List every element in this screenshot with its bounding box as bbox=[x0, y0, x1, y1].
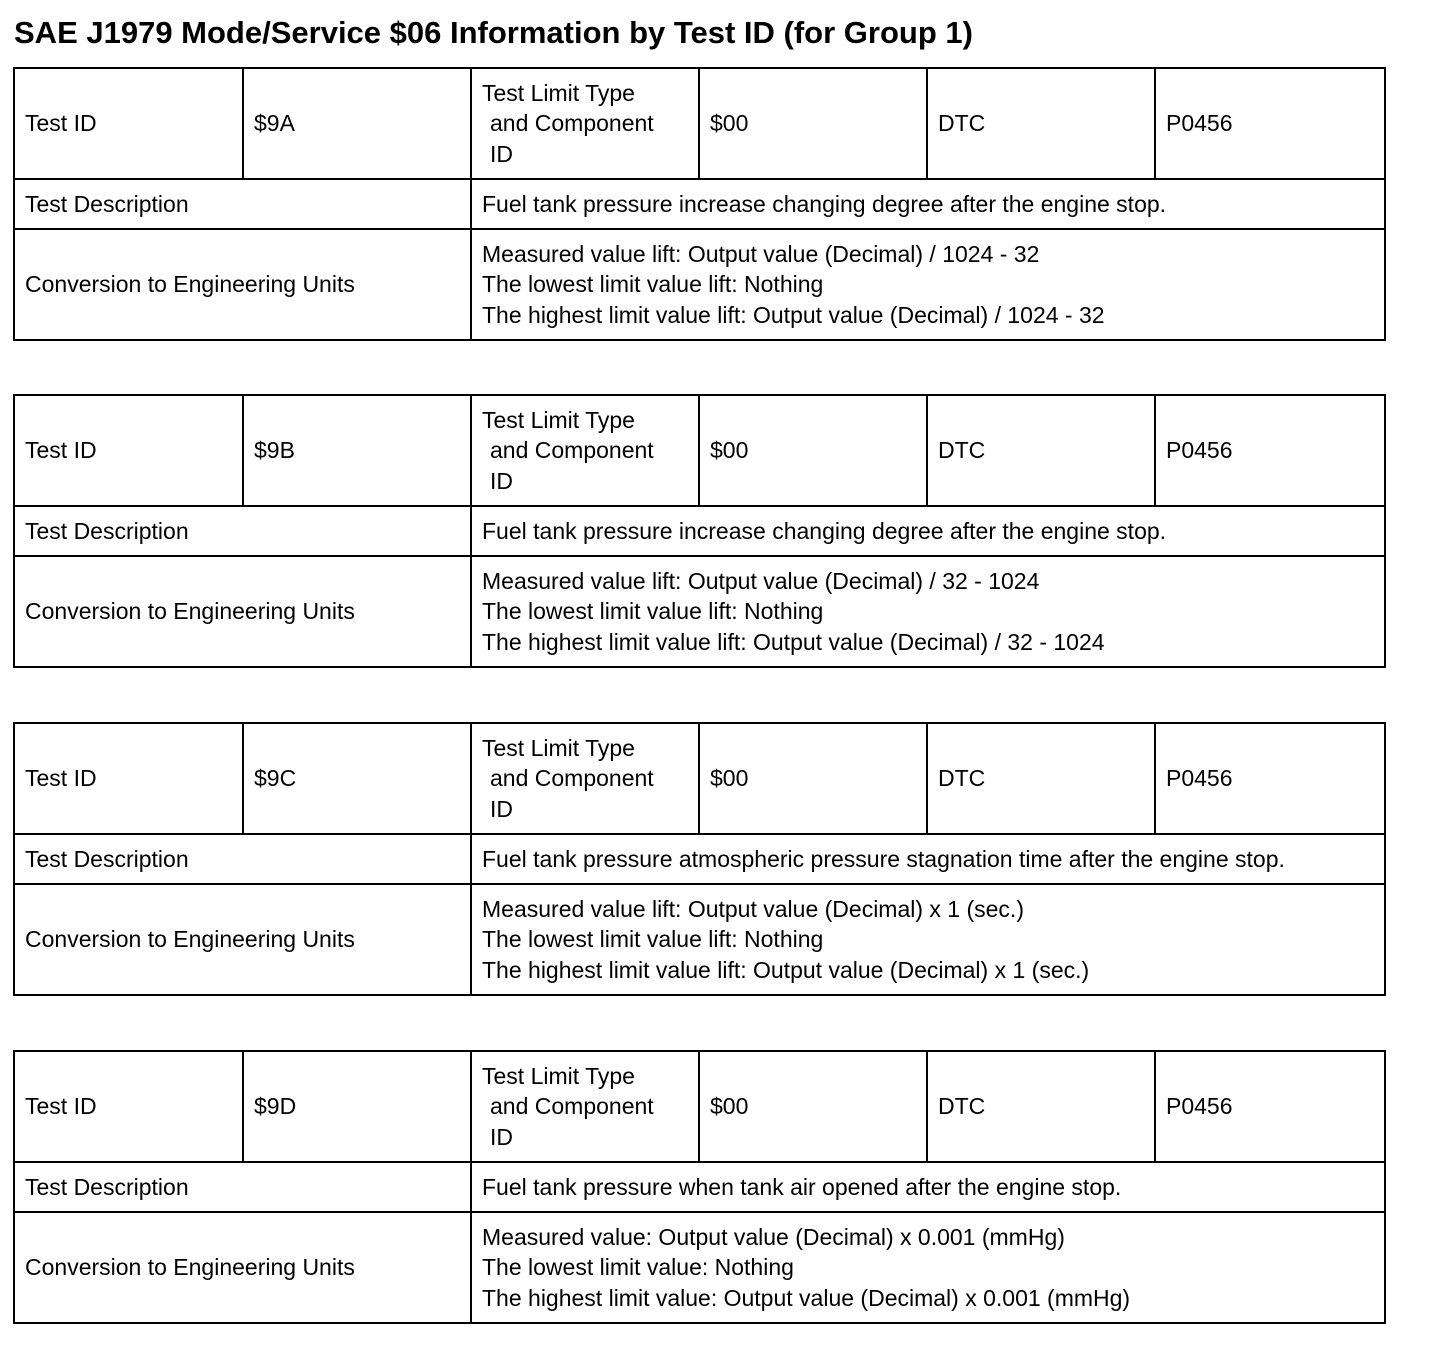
test-id-label: Test ID bbox=[14, 1051, 243, 1162]
test-description-row bbox=[14, 506, 1385, 556]
test-id-table-9a bbox=[13, 67, 1386, 341]
test-id-table-9b bbox=[13, 394, 1386, 668]
limit-type-label-line2: and Component bbox=[490, 110, 654, 137]
conversion-value bbox=[471, 556, 1385, 667]
conversion-value bbox=[471, 884, 1385, 995]
limit-type-label bbox=[471, 395, 699, 506]
test-description-label: Test Description bbox=[14, 506, 471, 556]
conversion-label: Conversion to Engineering Units bbox=[14, 229, 471, 340]
conversion-lowest: The lowest limit value: Nothing bbox=[482, 1254, 794, 1281]
test-description-value: Fuel tank pressure when tank air opened after the engine stop. bbox=[471, 1162, 1385, 1212]
test-id-row bbox=[14, 68, 1385, 179]
test-id-label: Test ID bbox=[14, 723, 243, 834]
test-id-value: $9C bbox=[243, 723, 471, 834]
conversion-lowest: The lowest limit value lift: Nothing bbox=[482, 598, 824, 625]
dtc-value: P0456 bbox=[1155, 1051, 1385, 1162]
conversion-measured: Measured value lift: Output value (Decimal) / 32 - 1024 bbox=[482, 567, 1040, 594]
conversion-measured: Measured value lift: Output value (Decimal) x 1 (sec.) bbox=[482, 895, 1024, 922]
test-id-label: Test ID bbox=[14, 68, 243, 179]
limit-type-label-line2: and Component bbox=[490, 1093, 654, 1120]
limit-type-label bbox=[471, 723, 699, 834]
conversion-measured: Measured value lift: Output value (Decimal) / 1024 - 32 bbox=[482, 240, 1040, 267]
conversion-label: Conversion to Engineering Units bbox=[14, 884, 471, 995]
limit-type-label-line2: and Component bbox=[490, 437, 654, 464]
test-id-value: $9A bbox=[243, 68, 471, 179]
limit-type-label-line3: ID bbox=[490, 467, 513, 494]
test-description-row bbox=[14, 834, 1385, 884]
page-title: SAE J1979 Mode/Service $06 Information by Test ID (for Group 1) bbox=[14, 15, 973, 50]
conversion-measured: Measured value: Output value (Decimal) x 0.001 (mmHg) bbox=[482, 1223, 1065, 1250]
dtc-value: P0456 bbox=[1155, 68, 1385, 179]
test-description-label: Test Description bbox=[14, 1162, 471, 1212]
limit-type-label-line3: ID bbox=[490, 795, 513, 822]
test-description-row bbox=[14, 179, 1385, 229]
conversion-lowest: The lowest limit value lift: Nothing bbox=[482, 926, 824, 953]
conversion-highest: The highest limit value lift: Output value (Decimal) x 1 (sec.) bbox=[482, 956, 1090, 983]
limit-type-label bbox=[471, 68, 699, 179]
limit-type-label-line2: and Component bbox=[490, 765, 654, 792]
limit-type-label-line3: ID bbox=[490, 140, 513, 167]
conversion-row bbox=[14, 556, 1385, 667]
test-id-table-9d bbox=[13, 1050, 1386, 1324]
conversion-row bbox=[14, 229, 1385, 340]
test-id-value: $9B bbox=[243, 395, 471, 506]
limit-type-value: $00 bbox=[699, 395, 927, 506]
dtc-label: DTC bbox=[927, 723, 1155, 834]
conversion-lowest: The lowest limit value lift: Nothing bbox=[482, 271, 824, 298]
conversion-value bbox=[471, 1212, 1385, 1323]
dtc-label: DTC bbox=[927, 1051, 1155, 1162]
conversion-highest: The highest limit value: Output value (Decimal) x 0.001 (mmHg) bbox=[482, 1284, 1131, 1311]
limit-type-label-line1: Test Limit Type bbox=[482, 734, 635, 761]
conversion-row bbox=[14, 884, 1385, 995]
test-id-row bbox=[14, 395, 1385, 506]
test-id-table-9c bbox=[13, 722, 1386, 996]
limit-type-label-line1: Test Limit Type bbox=[482, 79, 635, 106]
dtc-value: P0456 bbox=[1155, 723, 1385, 834]
dtc-label: DTC bbox=[927, 395, 1155, 506]
conversion-label: Conversion to Engineering Units bbox=[14, 1212, 471, 1323]
conversion-value bbox=[471, 229, 1385, 340]
limit-type-label-line3: ID bbox=[490, 1123, 513, 1150]
limit-type-label-line1: Test Limit Type bbox=[482, 406, 635, 433]
limit-type-value: $00 bbox=[699, 1051, 927, 1162]
dtc-label: DTC bbox=[927, 68, 1155, 179]
test-id-row bbox=[14, 1051, 1385, 1162]
test-description-value: Fuel tank pressure increase changing degree after the engine stop. bbox=[471, 179, 1385, 229]
limit-type-label bbox=[471, 1051, 699, 1162]
test-description-label: Test Description bbox=[14, 179, 471, 229]
conversion-label: Conversion to Engineering Units bbox=[14, 556, 471, 667]
conversion-row bbox=[14, 1212, 1385, 1323]
limit-type-value: $00 bbox=[699, 68, 927, 179]
test-description-value: Fuel tank pressure atmospheric pressure stagnation time after the engine stop. bbox=[471, 834, 1385, 884]
conversion-highest: The highest limit value lift: Output value (Decimal) / 1024 - 32 bbox=[482, 301, 1105, 328]
limit-type-label-line1: Test Limit Type bbox=[482, 1062, 635, 1089]
test-id-row bbox=[14, 723, 1385, 834]
test-id-value: $9D bbox=[243, 1051, 471, 1162]
test-description-row bbox=[14, 1162, 1385, 1212]
conversion-highest: The highest limit value lift: Output value (Decimal) / 32 - 1024 bbox=[482, 628, 1105, 655]
limit-type-value: $00 bbox=[699, 723, 927, 834]
test-id-label: Test ID bbox=[14, 395, 243, 506]
dtc-value: P0456 bbox=[1155, 395, 1385, 506]
test-description-value: Fuel tank pressure increase changing degree after the engine stop. bbox=[471, 506, 1385, 556]
test-description-label: Test Description bbox=[14, 834, 471, 884]
